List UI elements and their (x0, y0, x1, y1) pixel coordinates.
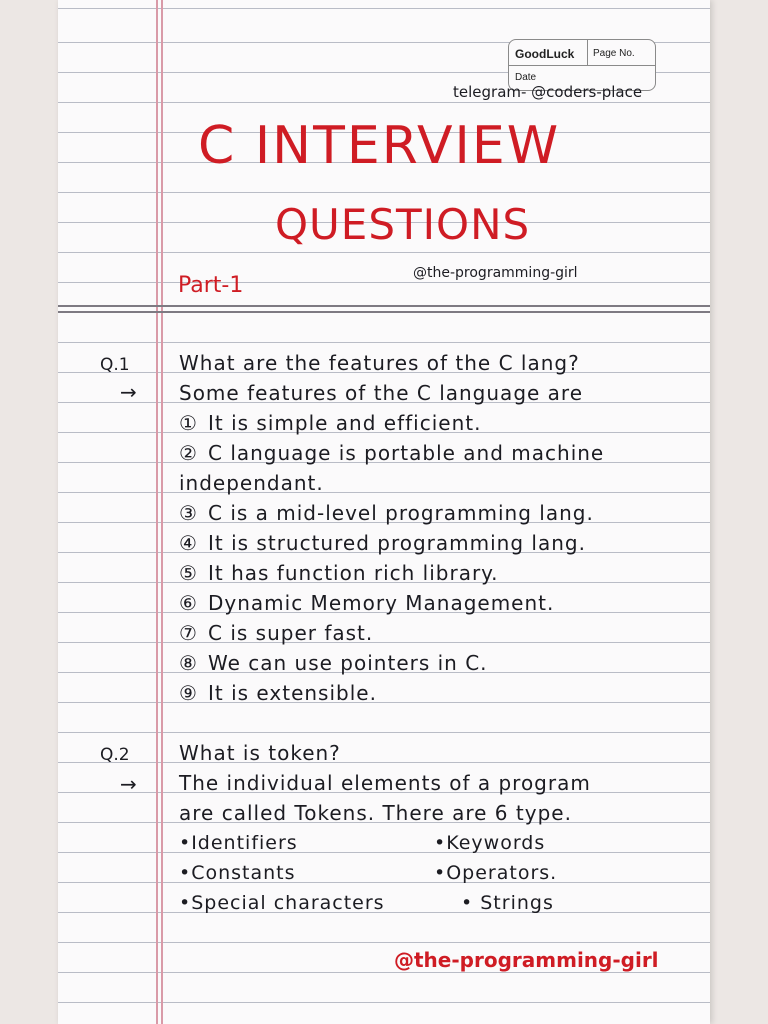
answer-arrow: → (120, 772, 137, 796)
stamp-page-no-label: Page No. (593, 48, 635, 59)
list-item: C is super fast. (208, 621, 374, 645)
token-type: •Keywords (434, 832, 546, 854)
list-number: ⑦ (179, 621, 197, 645)
page-subtitle: QUESTIONS (275, 200, 531, 249)
token-type: •Identifiers (179, 832, 298, 854)
token-type: •Special characters (179, 892, 385, 914)
header-rule (58, 305, 710, 307)
question-number: Q.2 (100, 745, 130, 765)
list-item: independant. (179, 471, 324, 495)
notebook-page (58, 0, 710, 1024)
question-text: What is token? (179, 741, 341, 765)
question-number: Q.1 (100, 355, 130, 375)
list-number: ② (179, 441, 197, 465)
answer-line: The individual elements of a program (179, 771, 591, 795)
stamp-brand: GoodLuck (515, 47, 575, 61)
footer-handle: @the-programming-girl (394, 948, 659, 972)
list-number: ① (179, 411, 197, 435)
list-number: ⑤ (179, 561, 197, 585)
question-text: What are the features of the C lang? (179, 351, 580, 375)
list-item: It is structured programming lang. (208, 531, 586, 555)
answer-intro: Some features of the C language are (179, 381, 584, 405)
list-item: Dynamic Memory Management. (208, 591, 555, 615)
answer-arrow: → (120, 380, 137, 404)
token-type: •Constants (179, 862, 296, 884)
part-label: Part-1 (178, 273, 244, 298)
stamp-date-label: Date (515, 72, 537, 83)
list-number: ⑥ (179, 591, 197, 615)
list-number: ③ (179, 501, 197, 525)
answer-line: are called Tokens. There are 6 type. (179, 801, 572, 825)
header-rule (58, 311, 710, 313)
list-number: ④ (179, 531, 197, 555)
list-item: It is extensible. (208, 681, 377, 705)
list-number: ⑨ (179, 681, 197, 705)
telegram-handle: telegram- @coders-place (453, 83, 643, 101)
page-title: C INTERVIEW (198, 116, 561, 176)
list-item: It has function rich library. (208, 561, 499, 585)
token-type: • Strings (461, 892, 554, 914)
margin-line (161, 0, 163, 1024)
list-item: It is simple and efficient. (208, 411, 482, 435)
margin-line (156, 0, 158, 1024)
token-type: •Operators. (434, 862, 558, 884)
list-item: We can use pointers in C. (208, 651, 488, 675)
list-item: C language is portable and machine (208, 441, 605, 465)
list-number: ⑧ (179, 651, 197, 675)
list-item: C is a mid-level programming lang. (208, 501, 594, 525)
author-handle: @the-programming-girl (413, 265, 578, 281)
